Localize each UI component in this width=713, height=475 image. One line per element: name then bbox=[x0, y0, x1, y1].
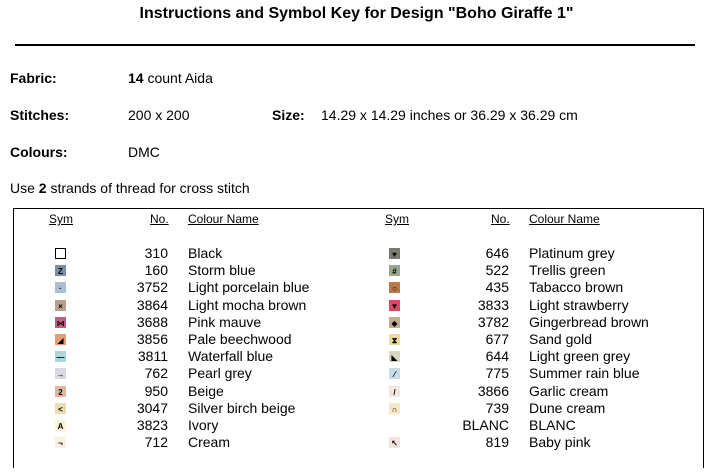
heart-icon: ♥ bbox=[389, 248, 400, 259]
header-sym-left: Sym bbox=[49, 212, 73, 226]
colour-name: Trellis green bbox=[529, 262, 606, 278]
colour-name: Light strawberry bbox=[529, 297, 629, 313]
colour-number: 644 bbox=[485, 348, 509, 364]
title-divider bbox=[15, 44, 695, 46]
colour-name: Gingerbread brown bbox=[529, 314, 649, 330]
bowtie-icon: ⋈ bbox=[56, 319, 65, 328]
stitches-label: Stitches: bbox=[10, 107, 70, 123]
colour-name: Light green grey bbox=[529, 348, 631, 364]
strands-instruction bbox=[10, 180, 250, 196]
colour-number: 3688 bbox=[136, 314, 168, 330]
colour-name: Pale beechwood bbox=[188, 331, 292, 347]
colour-number: 712 bbox=[144, 434, 168, 450]
colour-name: Platinum grey bbox=[529, 245, 615, 261]
table-row bbox=[0, 297, 713, 314]
header-name-left: Colour Name bbox=[188, 212, 259, 226]
colour-number: 677 bbox=[485, 331, 509, 347]
dash-icon: — bbox=[56, 353, 65, 362]
colour-number: 646 bbox=[485, 245, 509, 261]
colour-number: 522 bbox=[485, 262, 509, 278]
forward-slash-icon: / bbox=[389, 386, 400, 397]
blank-icon bbox=[389, 420, 400, 431]
table-row bbox=[0, 383, 713, 400]
number-two-icon: 2 bbox=[55, 386, 66, 397]
letter-z-icon: Z bbox=[55, 265, 66, 276]
letter-a-icon: A bbox=[55, 420, 66, 431]
colour-number: 160 bbox=[144, 262, 168, 278]
colour-number: 435 bbox=[485, 279, 509, 295]
colour-name: Baby pink bbox=[529, 434, 591, 450]
colour-name: Waterfall blue bbox=[188, 348, 274, 364]
strands-pre: Use bbox=[10, 180, 39, 196]
table-row bbox=[0, 262, 713, 279]
table-row bbox=[0, 314, 713, 331]
corner-triangle-icon: ◣ bbox=[389, 351, 400, 362]
colours-value: DMC bbox=[128, 144, 160, 160]
triangle-icon: ◢ bbox=[55, 334, 66, 345]
colour-name: BLANC bbox=[529, 417, 576, 433]
header-sym-right: Sym bbox=[385, 212, 409, 226]
fabric-label: Fabric: bbox=[10, 70, 57, 86]
colour-number: 3864 bbox=[136, 297, 168, 313]
colour-number: 775 bbox=[485, 365, 509, 381]
fabric-type: count Aida bbox=[143, 70, 213, 86]
colour-name: Light mocha brown bbox=[188, 297, 307, 313]
fabric-count: 14 bbox=[128, 70, 144, 86]
table-row bbox=[0, 417, 713, 434]
size-value: 14.29 x 14.29 inches or 36.29 x 36.29 cm bbox=[321, 107, 578, 123]
size-label: Size: bbox=[272, 107, 305, 123]
slash-icon: ⁄ bbox=[389, 368, 400, 379]
header-name-right: Colour Name bbox=[529, 212, 600, 226]
colour-number: 310 bbox=[144, 245, 168, 261]
dot-icon: · bbox=[55, 282, 66, 293]
colour-number: 3866 bbox=[477, 383, 509, 399]
colour-name: Tabacco brown bbox=[529, 279, 624, 295]
colour-number: BLANC bbox=[462, 417, 509, 433]
arrow-up-left-icon: ↖ bbox=[389, 437, 400, 448]
colour-name: Beige bbox=[188, 383, 224, 399]
colour-number: 3833 bbox=[477, 297, 509, 313]
colour-name: Summer rain blue bbox=[529, 365, 640, 381]
strands-count: 2 bbox=[38, 180, 47, 196]
header-no-left: No. bbox=[150, 212, 169, 226]
page-title: Instructions and Symbol Key for Design "Boho Giraffe 1" bbox=[139, 5, 574, 22]
colour-number: 3752 bbox=[136, 279, 168, 295]
strands-post: strands of thread for cross stitch bbox=[46, 180, 250, 196]
colours-label: Colours: bbox=[10, 144, 68, 160]
less-than-icon: < bbox=[55, 403, 66, 414]
colour-name: Silver birch beige bbox=[188, 400, 296, 416]
colour-number: 950 bbox=[144, 383, 168, 399]
triangle-down-icon: ▼ bbox=[390, 302, 399, 311]
colour-name: Sand gold bbox=[529, 331, 593, 347]
colour-number: 819 bbox=[485, 434, 509, 450]
arch-icon: ∩ bbox=[389, 403, 400, 414]
fabric-value bbox=[128, 70, 213, 86]
diamond-icon: ◆ bbox=[389, 317, 400, 328]
colour-name: Cream bbox=[188, 434, 231, 450]
colour-name: Storm blue bbox=[188, 262, 256, 278]
table-row bbox=[0, 348, 713, 365]
colour-number: 3811 bbox=[137, 348, 168, 364]
circle-icon: ○ bbox=[389, 282, 400, 293]
cross-icon: × bbox=[55, 300, 66, 311]
colour-name: Dune cream bbox=[529, 400, 606, 416]
colour-name: Black bbox=[188, 245, 223, 261]
corner-icon: ¬ bbox=[55, 437, 66, 448]
colour-number: 739 bbox=[485, 400, 509, 416]
arrow-icon: → bbox=[56, 370, 65, 379]
header-no-right: No. bbox=[491, 212, 510, 226]
table-row bbox=[0, 279, 713, 296]
table-row bbox=[0, 400, 713, 417]
hourglass-icon: ⧗ bbox=[389, 334, 400, 345]
hash-icon: # bbox=[389, 265, 400, 276]
colour-name: Pink mauve bbox=[188, 314, 262, 330]
colour-name: Garlic cream bbox=[529, 383, 609, 399]
colour-number: 3047 bbox=[136, 400, 168, 416]
colour-number: 762 bbox=[144, 365, 168, 381]
colour-number: 3782 bbox=[477, 314, 509, 330]
table-row bbox=[0, 245, 713, 262]
colour-name: Light porcelain blue bbox=[188, 279, 310, 295]
colour-name: Pearl grey bbox=[188, 365, 252, 381]
colour-name: Ivory bbox=[188, 417, 219, 433]
table-row bbox=[0, 365, 713, 382]
table-row bbox=[0, 331, 713, 348]
table-row bbox=[0, 434, 713, 451]
stitches-value: 200 x 200 bbox=[128, 107, 190, 123]
colour-number: 3856 bbox=[136, 331, 168, 347]
colour-number: 3823 bbox=[136, 417, 168, 433]
